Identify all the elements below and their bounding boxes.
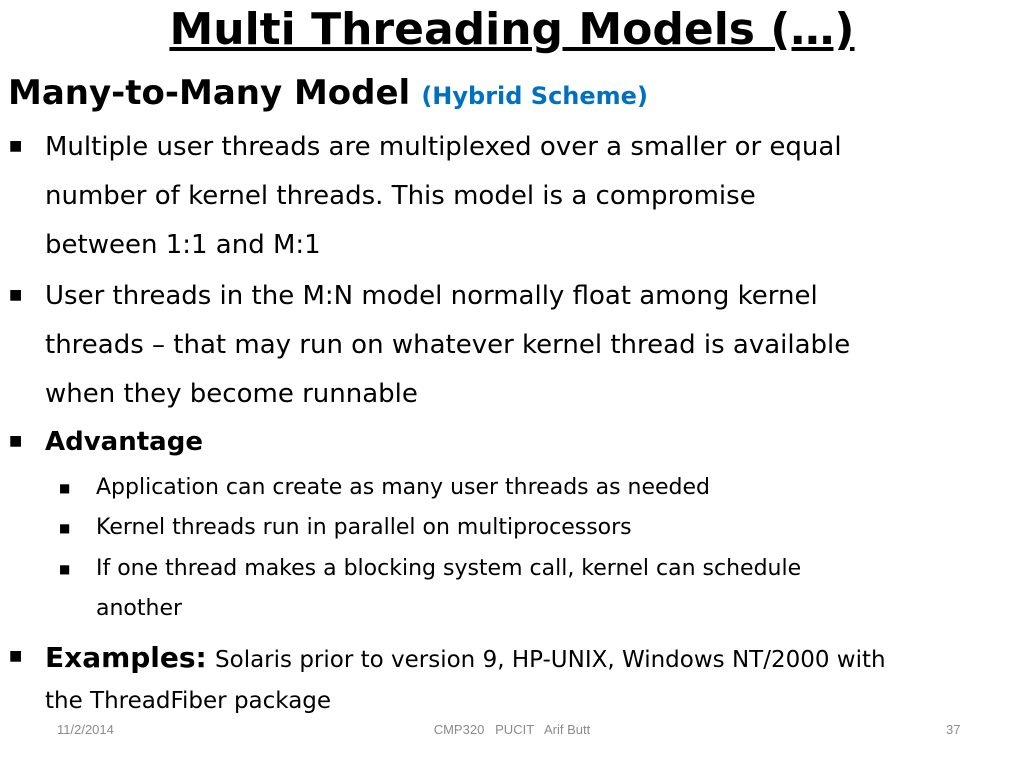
bullet-line: between 1:1 and M:1 <box>45 230 321 260</box>
subtitle-note: (Hybrid Scheme) <box>421 82 648 110</box>
square-bullet-icon: ■ <box>9 287 23 303</box>
sub-bullet-line: If one thread makes a blocking system call, kernel can schedule <box>96 556 802 581</box>
advantage-label: Advantage <box>45 427 203 457</box>
examples-line: the ThreadFiber package <box>45 688 332 714</box>
square-bullet-icon: ■ <box>59 521 71 535</box>
sub-bullet-line: Kernel threads run in parallel on multiprocessors <box>96 515 632 540</box>
subtitle-main: Many-to-Many Model <box>8 73 411 113</box>
square-bullet-icon: ■ <box>9 433 23 449</box>
examples-label: Examples: <box>45 641 207 674</box>
slide-subtitle <box>8 70 648 122</box>
square-bullet-icon: ■ <box>59 481 71 495</box>
footer-course: CMP320 PUCIT Arif Butt <box>433 722 591 737</box>
bullet-line: number of kernel threads. This model is a compromise <box>45 181 756 211</box>
sub-bullet-line: another <box>96 596 183 621</box>
footer-date: 11/2/2014 <box>57 722 114 737</box>
bullet-line: User threads in the M:N model normally float among kernel <box>45 281 818 311</box>
sub-bullet-line: Application can create as many user threads as needed <box>96 475 711 500</box>
footer-page-number: 37 <box>946 722 961 737</box>
examples-text: Solaris prior to version 9, HP-UNIX, Windows NT/2000 with <box>215 647 886 673</box>
square-bullet-icon: ■ <box>9 138 23 154</box>
bullet-line: when they become runnable <box>45 379 418 409</box>
bullet-line: threads – that may run on whatever kernel thread is available <box>45 330 851 360</box>
slide-title: Multi Threading Models (…) <box>169 4 855 55</box>
bullet-line: Multiple user threads are multiplexed over a smaller or equal <box>45 132 842 162</box>
square-bullet-icon: ■ <box>59 562 71 576</box>
square-bullet-icon: ■ <box>9 648 23 664</box>
